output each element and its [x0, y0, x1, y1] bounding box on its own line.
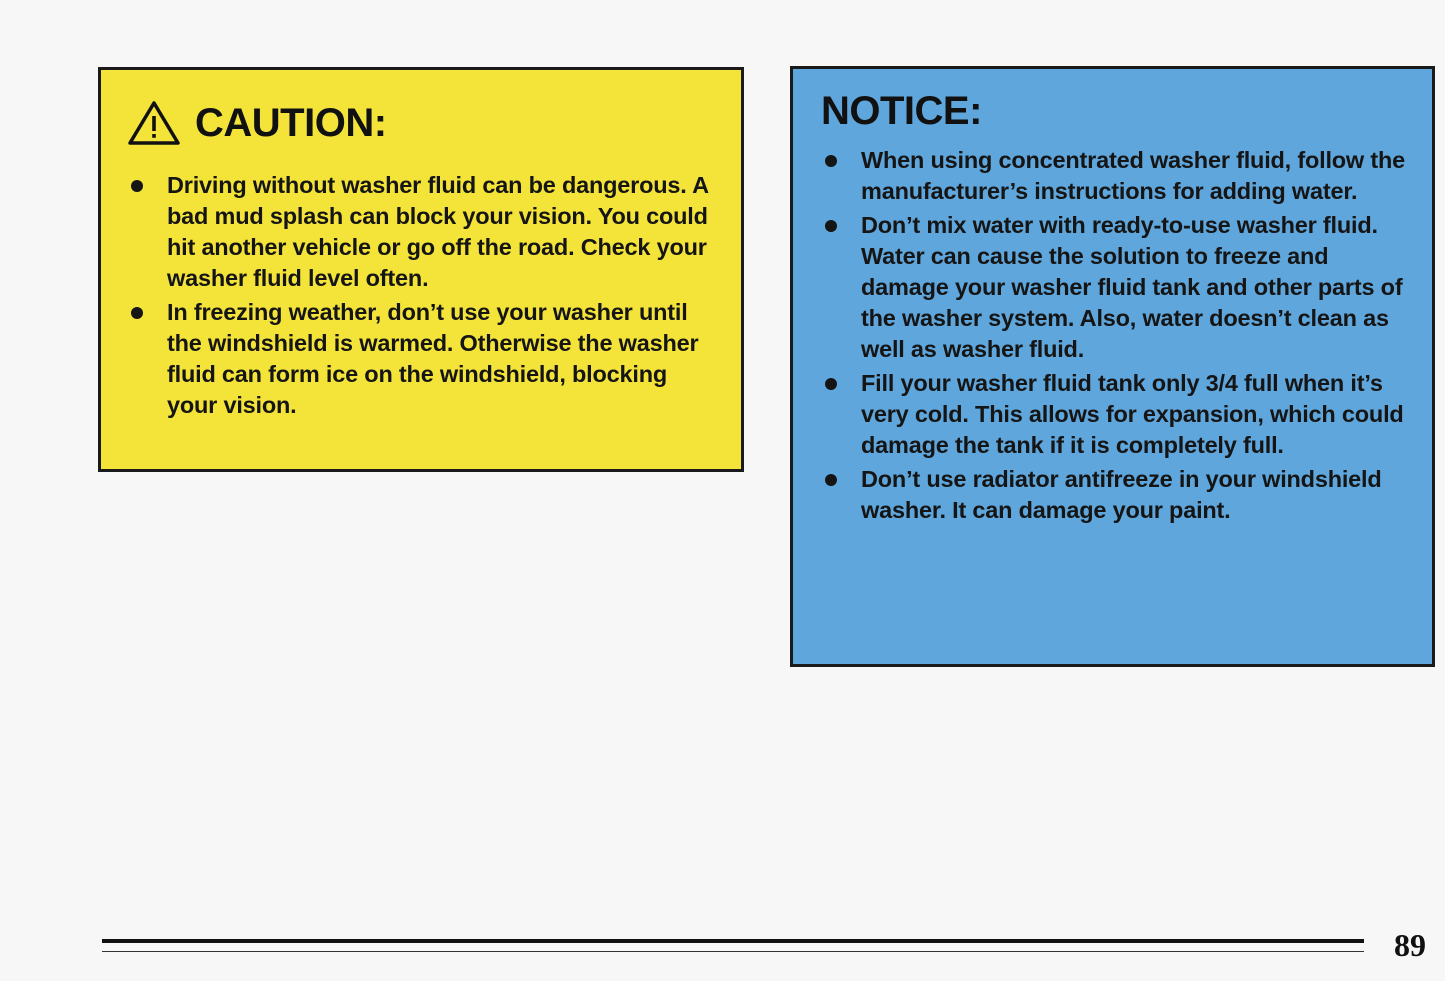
footer-rule-thin: [102, 951, 1364, 952]
footer-rule-thick: [102, 939, 1364, 943]
notice-title: NOTICE:: [821, 89, 982, 133]
caution-box: [98, 67, 744, 472]
notice-heading: [821, 89, 1412, 133]
caution-heading: [127, 92, 721, 154]
notice-item: When using concentrated washer fluid, follow the manufacturer’s instructions for adding water.: [821, 145, 1412, 207]
notice-item: Don’t mix water with ready-to-use washer fluid. Water can cause the solution to freeze and damage your washer fluid tank and other parts of the washer system. Also, water doesn’t clean as well as washer fluid.: [821, 210, 1412, 365]
bullet-icon: [131, 180, 143, 192]
notice-list: [821, 145, 1412, 526]
bullet-icon: [825, 155, 837, 167]
bullet-icon: [825, 474, 837, 486]
warning-triangle-icon: [127, 100, 181, 146]
caution-list: [127, 170, 721, 421]
page-number: 89: [1394, 927, 1426, 963]
bullet-icon: [825, 378, 837, 390]
bullet-icon: [825, 220, 837, 232]
caution-item: Driving without washer fluid can be dangerous. A bad mud splash can block your vision. You could hit another vehicle or go off the road. Check your washer fluid level often.: [127, 170, 721, 294]
caution-item: In freezing weather, don’t use your washer until the windshield is warmed. Otherwise the washer fluid can form ice on the windshield, blocking your vision.: [127, 297, 721, 421]
bullet-icon: [131, 307, 143, 319]
notice-item: Fill your washer fluid tank only 3/4 full when it’s very cold. This allows for expansion, which could damage the tank if it is completely full.: [821, 368, 1412, 461]
caution-title: CAUTION:: [195, 101, 387, 145]
notice-item: Don’t use radiator antifreeze in your windshield washer. It can damage your paint.: [821, 464, 1412, 526]
notice-box: [790, 66, 1435, 667]
